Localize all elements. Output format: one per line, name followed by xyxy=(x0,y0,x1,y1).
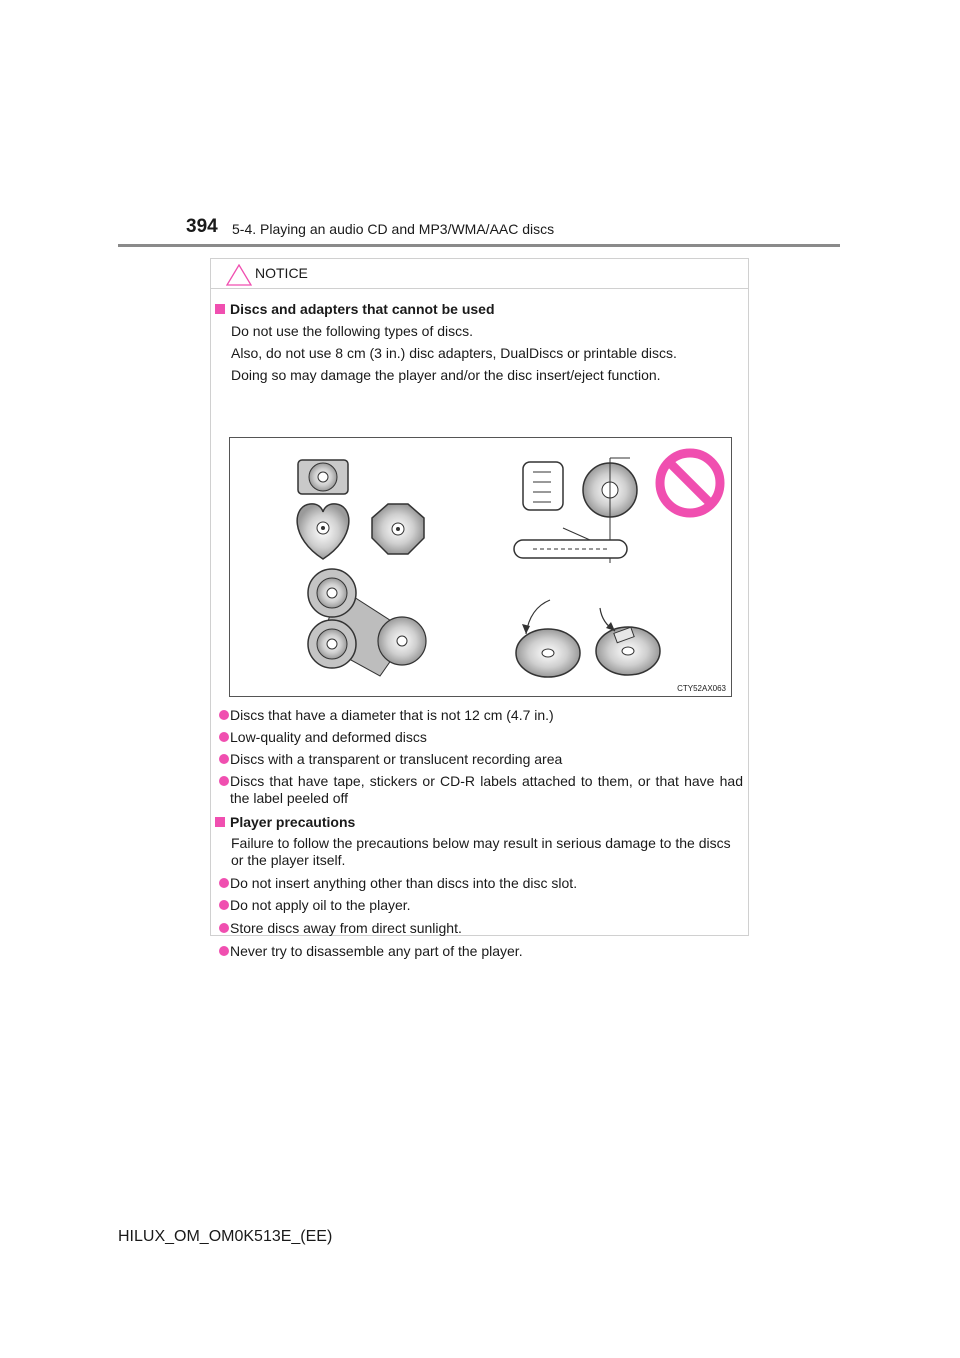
list-item xyxy=(215,751,743,768)
page-number: 394 xyxy=(186,216,218,237)
round-bullet-icon xyxy=(219,946,229,956)
section-title: 5-4. Playing an audio CD and MP3/WMA/AAC discs xyxy=(232,221,555,237)
unusable-discs-illustration xyxy=(229,437,732,697)
list-item-text: Never try to disassemble any part of the player. xyxy=(230,943,523,959)
figure-code: CTY52AX063 xyxy=(677,684,726,693)
paragraph: Doing so may damage the player and/or the disc insert/eject function. xyxy=(231,367,661,383)
notice-box xyxy=(210,258,749,959)
header-rule xyxy=(118,244,840,247)
prohibition-sign-icon xyxy=(660,453,720,513)
section-heading-player xyxy=(215,814,355,830)
octagonal-disc-icon xyxy=(372,504,424,554)
labeled-disc-icon xyxy=(514,458,637,563)
taped-disc-icon xyxy=(596,608,660,675)
square-disc-icon xyxy=(298,460,348,494)
round-bullet-icon xyxy=(219,900,229,910)
list-item-text: Discs that have tape, stickers or CD-R labels attached to them, or that have had the label peeled off xyxy=(230,773,743,806)
round-bullet-icon xyxy=(219,776,229,786)
list-item-text: Store discs away from direct sunlight. xyxy=(230,920,462,936)
paragraph: Also, do not use 8 cm (3 in.) disc adapters, DualDiscs or printable discs. xyxy=(231,345,677,361)
notice-header xyxy=(211,259,748,289)
paragraph: Do not use the following types of discs. xyxy=(231,323,474,339)
list-item xyxy=(215,920,743,937)
round-bullet-icon xyxy=(219,878,229,888)
footer-doc-code: HILUX_OM_OM0K513E_(EE) xyxy=(118,1228,333,1245)
warning-triangle-icon xyxy=(226,264,252,286)
list-item xyxy=(215,875,743,892)
round-bullet-icon xyxy=(219,732,229,742)
list-item xyxy=(215,707,743,724)
list-item xyxy=(215,897,743,914)
round-bullet-icon xyxy=(219,923,229,933)
list-item-text: Do not apply oil to the player. xyxy=(230,897,411,913)
notice-label: NOTICE xyxy=(255,265,308,281)
list-item-text: Low-quality and deformed discs xyxy=(230,729,427,745)
discs-illustration-svg xyxy=(230,438,731,696)
list-item xyxy=(215,773,743,807)
adapter-discs-icon xyxy=(308,569,426,676)
list-item xyxy=(215,943,743,960)
square-bullet-icon xyxy=(215,817,225,827)
list-item-text: Discs that have a diameter that is not 12 cm (4.7 in.) xyxy=(230,707,554,723)
list-item xyxy=(215,729,743,746)
warped-disc-icon xyxy=(516,600,580,677)
section-heading-text: Player precautions xyxy=(230,814,356,830)
list-item-text: Do not insert anything other than discs into the disc slot. xyxy=(230,875,578,891)
round-bullet-icon xyxy=(219,754,229,764)
section-heading-discs xyxy=(215,301,495,317)
heart-shaped-disc-icon xyxy=(297,504,349,559)
round-bullet-icon xyxy=(219,710,229,720)
section-heading-text: Discs and adapters that cannot be used xyxy=(230,301,495,317)
square-bullet-icon xyxy=(215,304,225,314)
list-item-text: Discs with a transparent or translucent recording area xyxy=(230,751,563,767)
paragraph: Failure to follow the precautions below may result in serious damage to the discs or the player itself. xyxy=(231,835,731,868)
